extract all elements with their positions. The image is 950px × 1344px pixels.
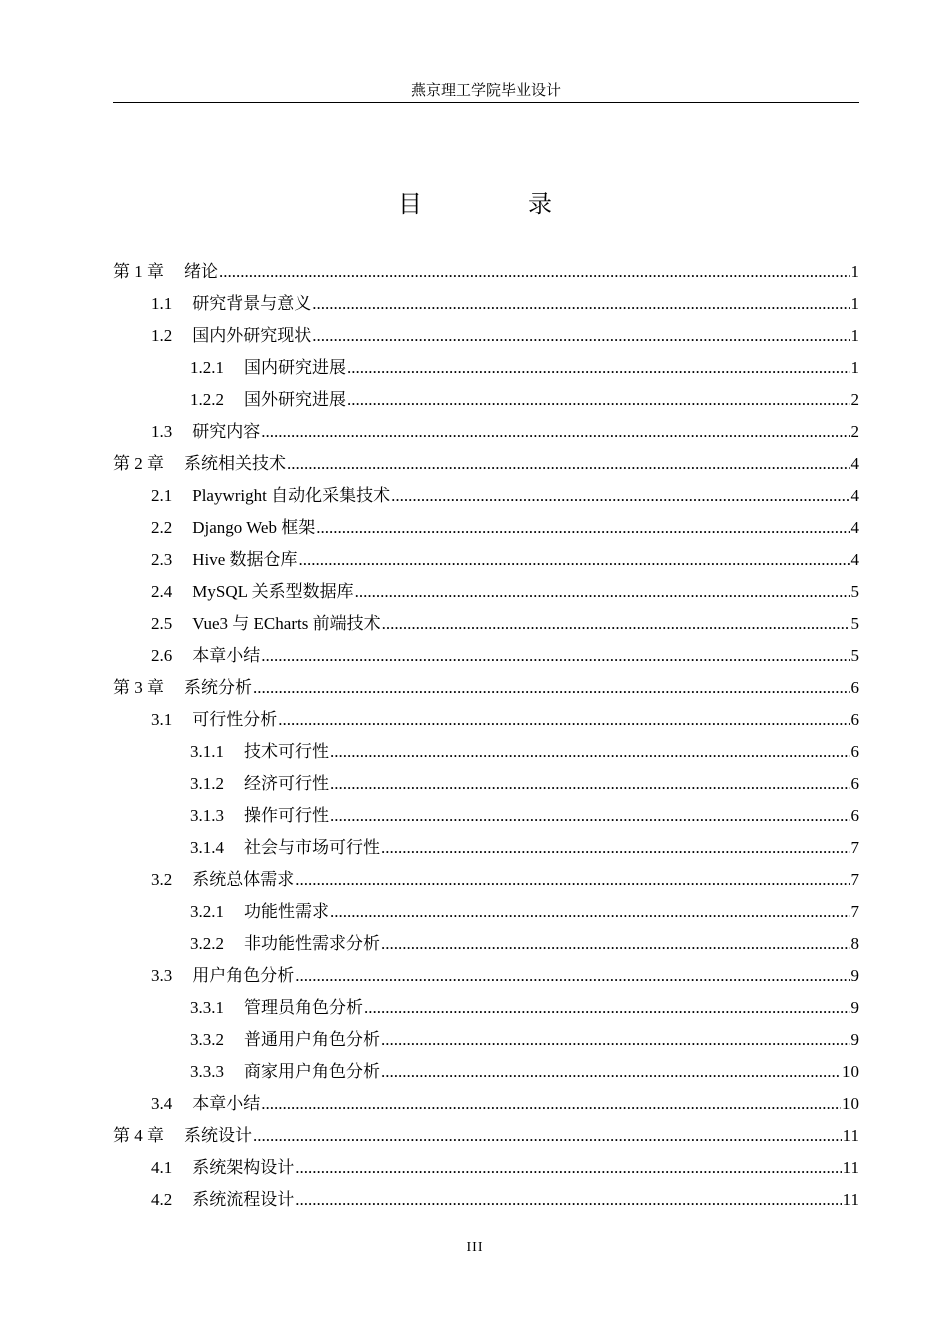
toc-entry-label: MySQL 关系型数据库 <box>192 582 354 601</box>
toc-entry-page: 8 <box>850 934 859 953</box>
toc-entry[interactable] <box>113 384 859 416</box>
toc-entry-page: 4 <box>850 550 859 569</box>
dot-leader <box>355 576 850 608</box>
toc-entry[interactable] <box>113 1120 859 1152</box>
dot-leader <box>381 928 850 960</box>
toc-entry-number: 3.1.1 <box>190 742 224 761</box>
toc-entry-label: 普通用户角色分析 <box>244 1030 380 1049</box>
toc-entry-label: 社会与市场可行性 <box>244 838 380 857</box>
toc-entry-number: 1.2.1 <box>190 358 224 377</box>
toc-entry-number: 2.2 <box>151 518 173 537</box>
toc-entry[interactable] <box>113 1024 859 1056</box>
dot-leader <box>391 480 849 512</box>
toc-entry-label: 系统流程设计 <box>192 1190 295 1209</box>
toc-entry-label: 系统总体需求 <box>192 870 295 889</box>
dot-leader <box>330 896 850 928</box>
toc-entry[interactable] <box>113 480 859 512</box>
toc-entry-number: 3.1 <box>151 710 173 729</box>
toc-entry-page: 6 <box>850 774 859 793</box>
toc-entry-number: 第 1 章 <box>113 262 164 281</box>
toc-entry[interactable] <box>113 352 859 384</box>
dot-leader <box>316 512 849 544</box>
toc-entry-page: 11 <box>842 1190 859 1209</box>
toc-entry-page: 7 <box>850 870 859 889</box>
toc-entry[interactable] <box>113 576 859 608</box>
dot-leader <box>253 1120 842 1152</box>
toc-entry-number: 3.1.4 <box>190 838 224 857</box>
toc-entry-label: Hive 数据仓库 <box>192 550 298 569</box>
toc-entry-label: 本章小结 <box>192 1094 261 1113</box>
dot-leader <box>312 288 849 320</box>
toc-entry-label: 用户角色分析 <box>192 966 295 985</box>
toc-entry-page: 11 <box>842 1158 859 1177</box>
toc-entry[interactable] <box>113 736 859 768</box>
toc-entry-page: 7 <box>850 838 859 857</box>
toc-entry-page: 4 <box>850 454 859 473</box>
dot-leader <box>381 1056 841 1088</box>
toc-entry[interactable] <box>113 544 859 576</box>
dot-leader <box>330 800 850 832</box>
toc-entry-number: 1.2.2 <box>190 390 224 409</box>
toc-entry-number: 第 4 章 <box>113 1126 164 1145</box>
toc-entry-page: 1 <box>850 358 859 377</box>
dot-leader <box>312 320 849 352</box>
toc-entry-label: 本章小结 <box>192 646 261 665</box>
toc-entry-page: 11 <box>842 1126 859 1145</box>
toc-entry-number: 3.4 <box>151 1094 173 1113</box>
toc-entry-page: 7 <box>850 902 859 921</box>
dot-leader <box>295 1184 841 1216</box>
toc-entry-number: 3.1.3 <box>190 806 224 825</box>
toc-entry-label: 国内外研究现状 <box>192 326 312 345</box>
toc-entry-label: 功能性需求 <box>244 902 329 921</box>
dot-leader <box>287 448 850 480</box>
toc-entry-number: 3.2.2 <box>190 934 224 953</box>
dot-leader <box>261 1088 841 1120</box>
toc-entry[interactable] <box>113 1088 859 1120</box>
toc-entry-page: 1 <box>850 326 859 345</box>
dot-leader <box>330 736 850 768</box>
dot-leader <box>299 544 850 576</box>
toc-entry-label: 国内研究进展 <box>244 358 346 377</box>
toc-entry-number: 2.5 <box>151 614 173 633</box>
toc-entry-page: 4 <box>850 486 859 505</box>
toc-entry-number: 第 3 章 <box>113 678 164 697</box>
toc-entry-number: 3.3.2 <box>190 1030 224 1049</box>
toc-entry-page: 5 <box>850 582 859 601</box>
dot-leader <box>295 864 849 896</box>
toc-entry[interactable] <box>113 704 859 736</box>
toc-entry-page: 6 <box>850 678 859 697</box>
toc-entry-page: 6 <box>850 710 859 729</box>
toc-entry-page: 4 <box>850 518 859 537</box>
dot-leader <box>381 832 850 864</box>
toc-entry-page: 5 <box>850 646 859 665</box>
toc-entry-page: 6 <box>850 742 859 761</box>
toc-entry-number: 2.1 <box>151 486 173 505</box>
dot-leader <box>382 608 850 640</box>
toc-entry[interactable] <box>113 896 859 928</box>
toc-entry-page: 2 <box>850 390 859 409</box>
dot-leader <box>347 352 850 384</box>
toc-entry[interactable] <box>113 832 859 864</box>
toc-entry-label: 研究内容 <box>192 422 261 441</box>
toc-entry-label: 非功能性需求分析 <box>244 934 380 953</box>
toc-entry-label: Django Web 框架 <box>192 518 316 537</box>
toc-entry[interactable] <box>113 640 859 672</box>
toc-entry[interactable] <box>113 320 859 352</box>
toc-entry-label: 系统设计 <box>184 1126 252 1145</box>
dot-leader <box>261 416 849 448</box>
dot-leader <box>295 960 849 992</box>
toc-entry-number: 3.2 <box>151 870 173 889</box>
toc-entry-number: 3.2.1 <box>190 902 224 921</box>
toc-entry-number: 4.2 <box>151 1190 173 1209</box>
dot-leader <box>278 704 849 736</box>
toc-entry[interactable] <box>113 608 859 640</box>
toc-entry[interactable] <box>113 448 859 480</box>
toc-entry-page: 9 <box>850 998 859 1017</box>
toc-entry-number: 1.2 <box>151 326 173 345</box>
dot-leader <box>381 1024 850 1056</box>
toc-entry-label: 商家用户角色分析 <box>244 1062 380 1081</box>
toc-entry-number: 2.3 <box>151 550 173 569</box>
dot-leader <box>219 256 850 288</box>
toc-entry-label: 操作可行性 <box>244 806 329 825</box>
toc-entry-number: 2.6 <box>151 646 173 665</box>
toc-entry-label: 绪论 <box>184 262 218 281</box>
toc-entry-label: 经济可行性 <box>244 774 329 793</box>
toc-entry-page: 9 <box>850 1030 859 1049</box>
toc-entry[interactable] <box>113 992 859 1024</box>
toc-entry-number: 3.3 <box>151 966 173 985</box>
toc-entry[interactable] <box>113 864 859 896</box>
toc-entry-label: 研究背景与意义 <box>192 294 312 313</box>
toc-entry[interactable] <box>113 800 859 832</box>
toc-entry-number: 3.1.2 <box>190 774 224 793</box>
toc-entry-page: 10 <box>842 1094 859 1113</box>
toc-entry-number: 1.3 <box>151 422 173 441</box>
toc-title: 目 录 <box>398 192 602 218</box>
toc-entry-page: 6 <box>850 806 859 825</box>
toc-entry-number: 4.1 <box>151 1158 173 1177</box>
toc-entry[interactable] <box>113 416 859 448</box>
toc-entry-page: 5 <box>850 614 859 633</box>
toc-entry-number: 3.3.3 <box>190 1062 224 1081</box>
toc-entry[interactable] <box>113 960 859 992</box>
dot-leader <box>330 768 850 800</box>
toc-entry-number: 1.1 <box>151 294 173 313</box>
toc-entry-number: 3.3.1 <box>190 998 224 1017</box>
toc-entry-label: Playwright 自动化采集技术 <box>192 486 391 505</box>
toc-entry-label: Vue3 与 ECharts 前端技术 <box>192 614 381 633</box>
toc-entry-label: 管理员角色分析 <box>244 998 363 1017</box>
toc-entry-label: 国外研究进展 <box>244 390 346 409</box>
dot-leader <box>261 640 849 672</box>
toc-entry-number: 2.4 <box>151 582 173 601</box>
toc-entry[interactable] <box>113 1152 859 1184</box>
toc-entry-page: 1 <box>850 294 859 313</box>
toc-entry-page: 2 <box>850 422 859 441</box>
toc-entry[interactable] <box>113 512 859 544</box>
toc-entry-label: 技术可行性 <box>244 742 329 761</box>
toc-entry[interactable] <box>113 1184 859 1216</box>
dot-leader <box>295 1152 841 1184</box>
dot-leader <box>253 672 850 704</box>
page-header: 燕京理工学院毕业设计 <box>113 80 859 103</box>
toc-entry-number: 第 2 章 <box>113 454 164 473</box>
page-number: III <box>466 1240 484 1255</box>
toc-entry[interactable] <box>113 1056 859 1088</box>
toc-entry-label: 系统相关技术 <box>184 454 286 473</box>
toc-entry[interactable] <box>113 928 859 960</box>
toc-entry[interactable] <box>113 256 859 288</box>
toc-entry-label: 系统分析 <box>184 678 252 697</box>
toc-entry-label: 系统架构设计 <box>192 1158 295 1177</box>
table-of-contents <box>113 256 859 1216</box>
toc-entry-page: 9 <box>850 966 859 985</box>
toc-entry-label: 可行性分析 <box>192 710 278 729</box>
dot-leader <box>347 384 850 416</box>
toc-entry[interactable] <box>113 672 859 704</box>
toc-entry-page: 10 <box>842 1062 859 1081</box>
toc-entry[interactable] <box>113 288 859 320</box>
toc-entry-page: 1 <box>850 262 859 281</box>
dot-leader <box>364 992 850 1024</box>
toc-entry[interactable] <box>113 768 859 800</box>
